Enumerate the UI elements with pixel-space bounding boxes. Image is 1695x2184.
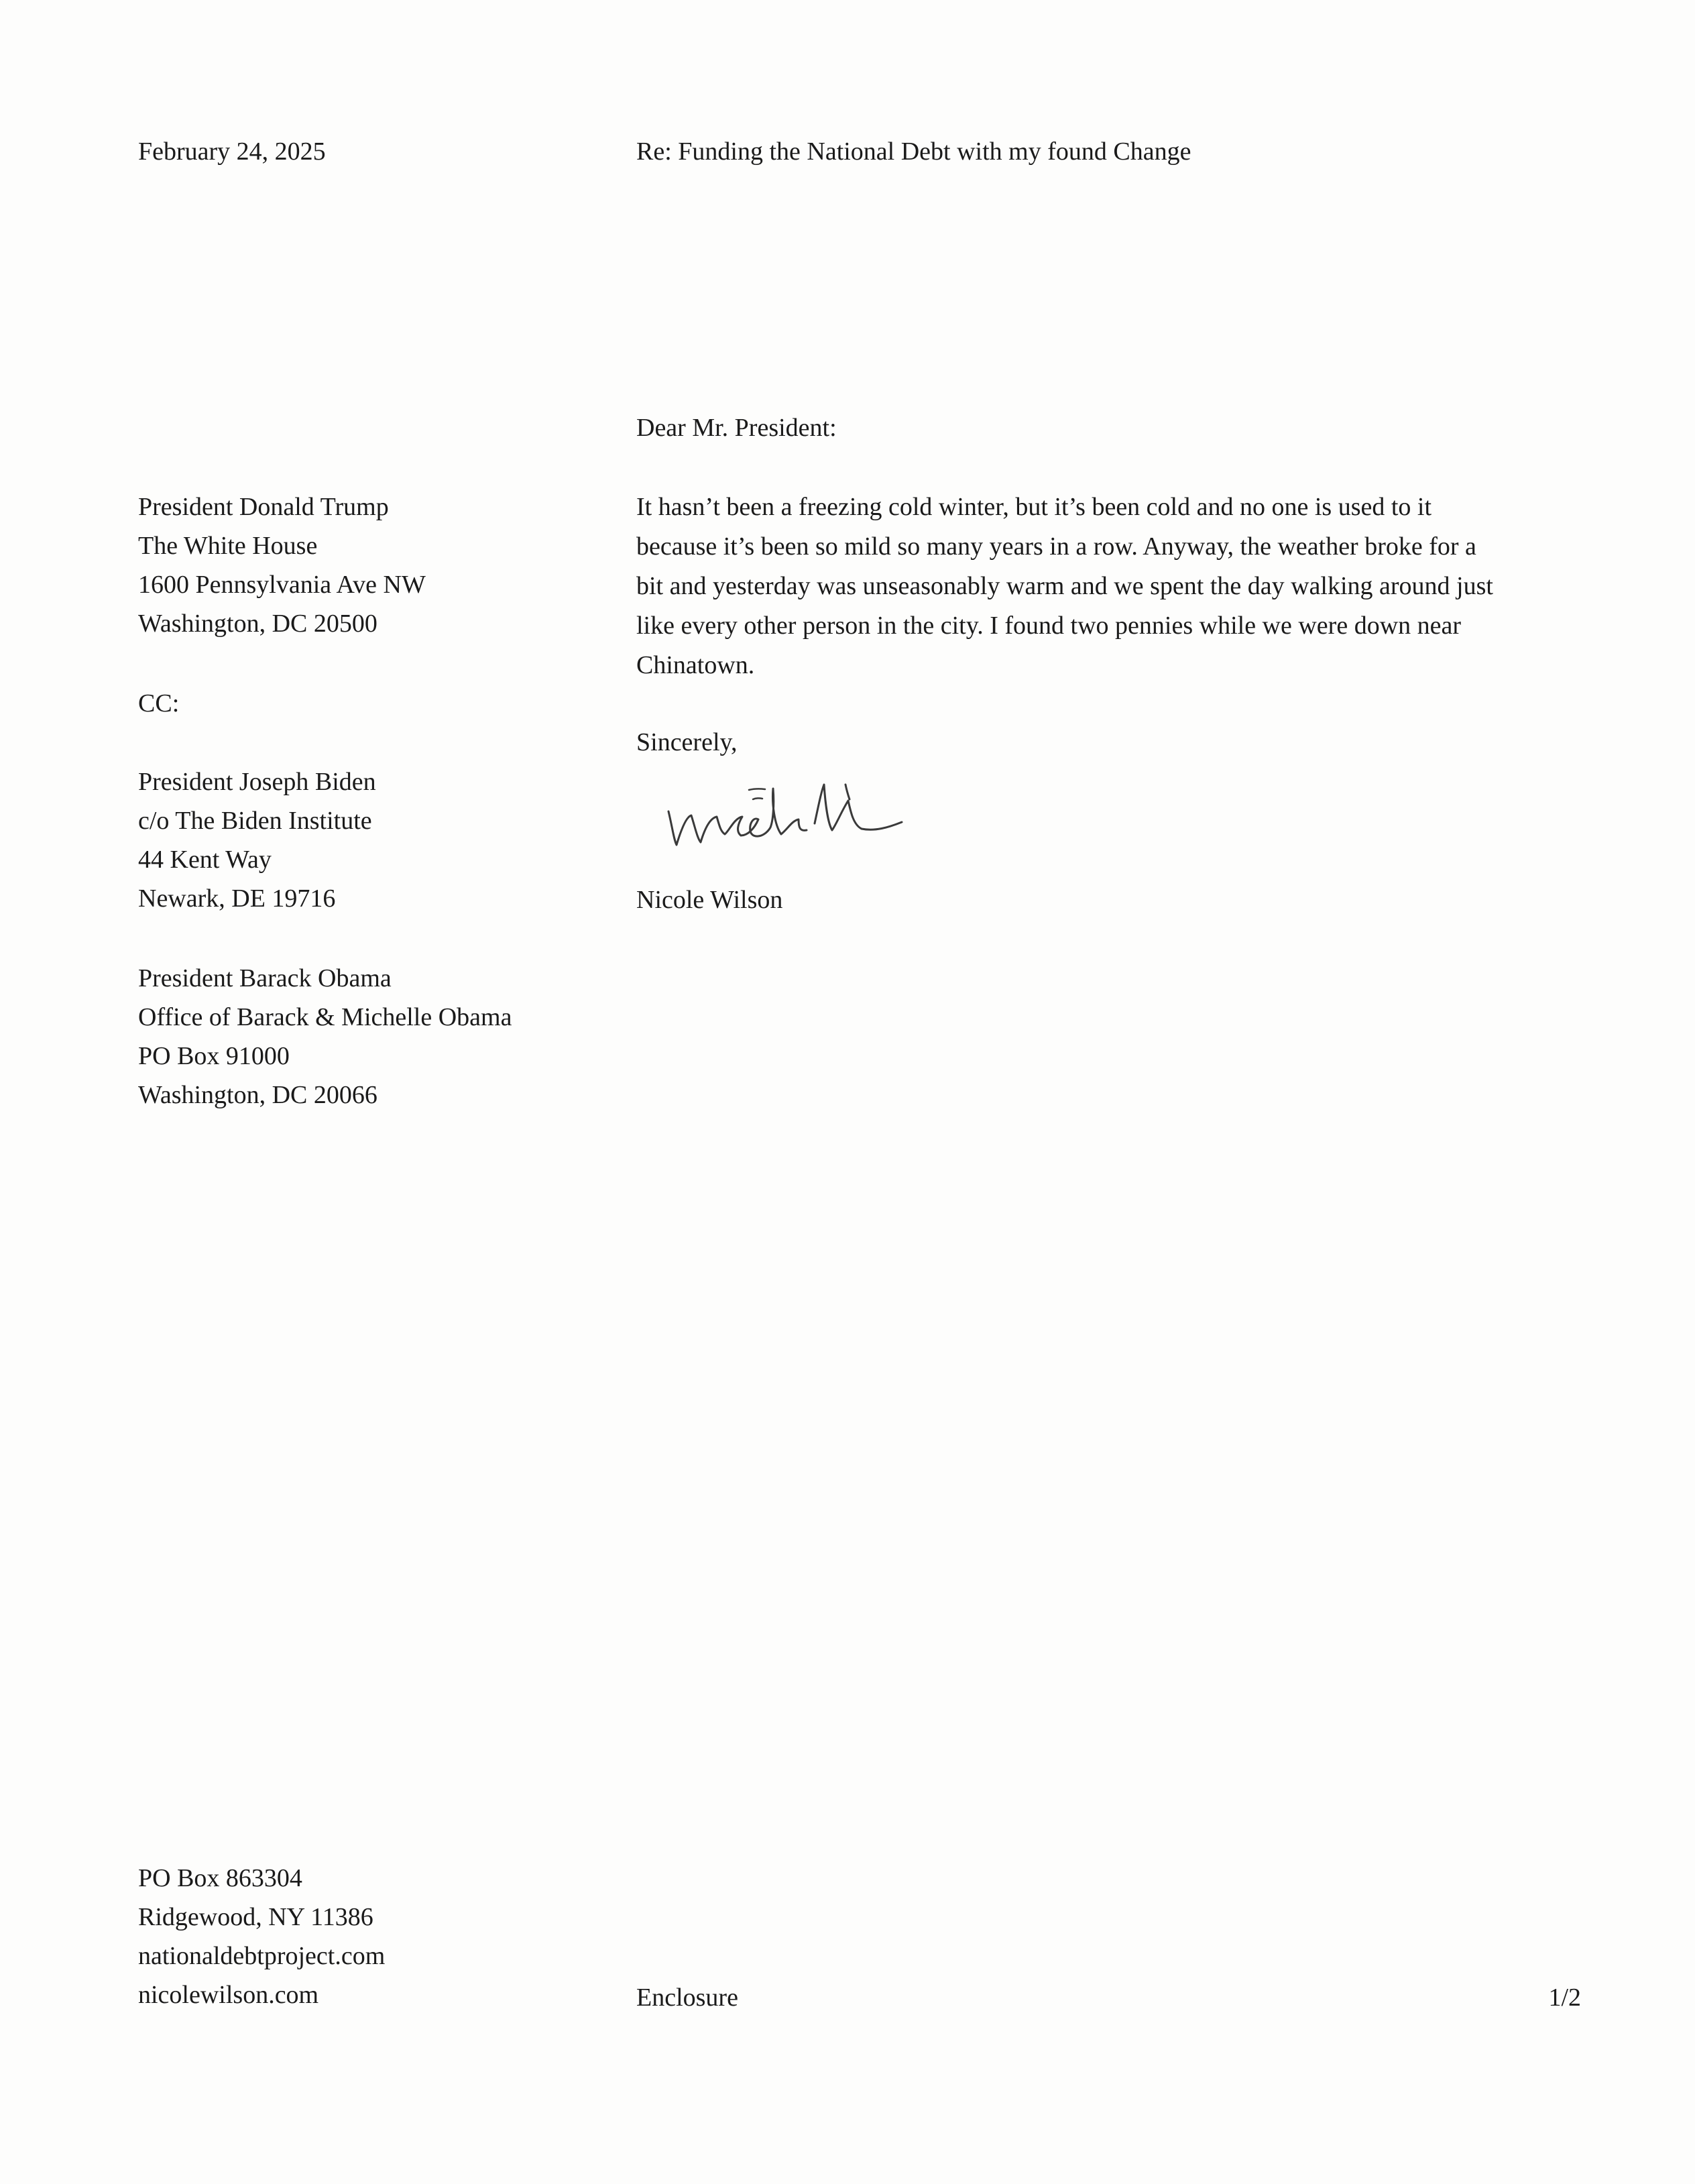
body-line: Chinatown. [636,651,755,679]
address-line: The White House [138,532,318,560]
address-line: 44 Kent Way [138,846,272,874]
cc-label [138,684,179,723]
body-line: because it’s been so mild so many years in a row. Anyway, the weather broke for a [636,532,1476,561]
enclosure-note [636,1978,738,2017]
letter-date [138,132,326,171]
handwritten-signature [660,764,982,858]
sender-block [138,1859,385,2014]
sender-line: nicolewilson.com [138,1981,319,2009]
address-line: President Donald Trump [138,493,389,521]
page-number-text: 1/2 [1548,1984,1581,2012]
salutation [636,408,837,447]
address-line: Office of Barack & Michelle Obama [138,1003,512,1031]
letter-subject [636,132,1191,171]
salutation-text: Dear Mr. President: [636,414,837,442]
body-line: It hasn’t been a freezing cold winter, but it’s been cold and no one is used to it [636,493,1432,521]
cc-address-biden [138,762,376,918]
sender-line: PO Box 863304 [138,1864,302,1892]
signer-name [636,880,782,919]
subject-text: Re: Funding the National Debt with my found Change [636,137,1191,166]
cc-label-text: CC: [138,689,180,717]
address-line: President Joseph Biden [138,768,376,796]
signer-name-text: Nicole Wilson [636,886,783,914]
address-line: President Barack Obama [138,964,392,992]
page-number [1548,1978,1581,2017]
cc-address-obama [138,959,512,1114]
address-line: PO Box 91000 [138,1042,290,1070]
enclosure-text: Enclosure [636,1984,738,2012]
address-line: 1600 Pennsylvania Ave NW [138,571,426,599]
closing-text: Sincerely, [636,728,738,756]
address-line: c/o The Biden Institute [138,807,372,835]
sender-line: nationaldebtproject.com [138,1942,386,1970]
sender-line: Ridgewood, NY 11386 [138,1903,373,1931]
address-line: Washington, DC 20500 [138,610,377,638]
date-text: February 24, 2025 [138,137,326,166]
address-line: Washington, DC 20066 [138,1081,377,1109]
address-line: Newark, DE 19716 [138,884,336,913]
recipient-address [138,487,426,643]
body-line: bit and yesterday was unseasonably warm and we spent the day walking around just [636,572,1493,600]
closing [636,723,738,762]
body-line: like every other person in the city. I found two pennies while we were down near [636,612,1462,640]
letter-body [636,487,1588,685]
